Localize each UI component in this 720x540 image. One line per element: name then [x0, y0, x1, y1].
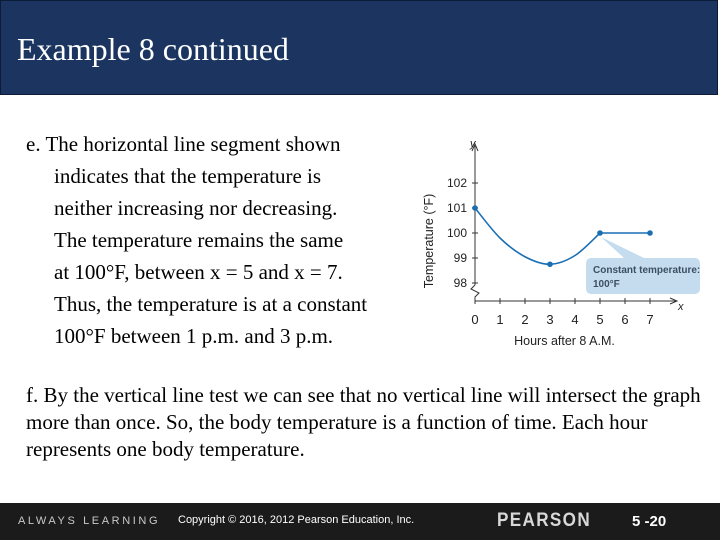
x-tick-label: 4 [571, 312, 579, 327]
paragraph-e-line: neither increasing nor decreasing. [54, 196, 338, 220]
footer-copyright: Copyright © 2016, 2012 Pearson Education, Inc. [178, 514, 415, 526]
x-tick-label: 5 [596, 312, 604, 327]
x-axis-letter: x [678, 301, 684, 313]
data-point [472, 205, 478, 211]
x-tick-label: 1 [496, 312, 504, 327]
y-axis-title: Temperature (°F) [422, 193, 436, 289]
data-point [547, 261, 553, 267]
x-tick-label: 2 [521, 312, 529, 327]
annotation-pointer [601, 237, 644, 258]
footer-brand-logo: PEARSON [497, 510, 592, 531]
data-point [647, 230, 653, 236]
x-tick-label: 3 [546, 312, 554, 327]
paragraph-e [26, 128, 421, 352]
x-tick-label: 0 [471, 312, 479, 327]
title-bar [0, 0, 718, 95]
annotation-label: Constant temperature: [593, 265, 701, 276]
y-tick-label: 99 [453, 251, 467, 265]
paragraph-e-line: 100°F between 1 p.m. and 3 p.m. [54, 324, 334, 348]
y-tick-label: 98 [453, 276, 467, 290]
y-tick-label: 102 [446, 176, 467, 190]
paragraph-e-line: at 100°F, between x = 5 and x = 7. [54, 260, 343, 284]
footer-tagline: ALWAYS LEARNING [18, 515, 161, 527]
paragraph-e-line: The temperature remains the same [54, 228, 344, 252]
paragraph-f: f. By the vertical line test we can see that no vertical line will intersect the graph more than once. So, the body temperature is a function of time. Each hour represents one body temperature. [26, 383, 701, 461]
slide-title: Example 8 continued [17, 31, 289, 67]
y-tick-label: 100 [446, 226, 467, 240]
annotation-value: 100°F [593, 279, 620, 290]
paragraph-e-line: Thus, the temperature is at a constant [54, 292, 368, 316]
y-tick-label: 101 [446, 201, 467, 215]
y-axis-letter: y [470, 138, 476, 150]
footer [0, 503, 720, 540]
temperature-chart [412, 132, 702, 354]
data-point [597, 230, 603, 236]
x-axis-title: Hours after 8 A.M. [514, 334, 615, 348]
x-tick-label: 7 [646, 312, 654, 327]
slide-number: 5 -20 [632, 513, 667, 530]
paragraph-e-line: e. The horizontal line segment shown [26, 132, 341, 156]
x-tick-label: 6 [621, 312, 629, 327]
paragraph-e-line: indicates that the temperature is [54, 164, 322, 188]
